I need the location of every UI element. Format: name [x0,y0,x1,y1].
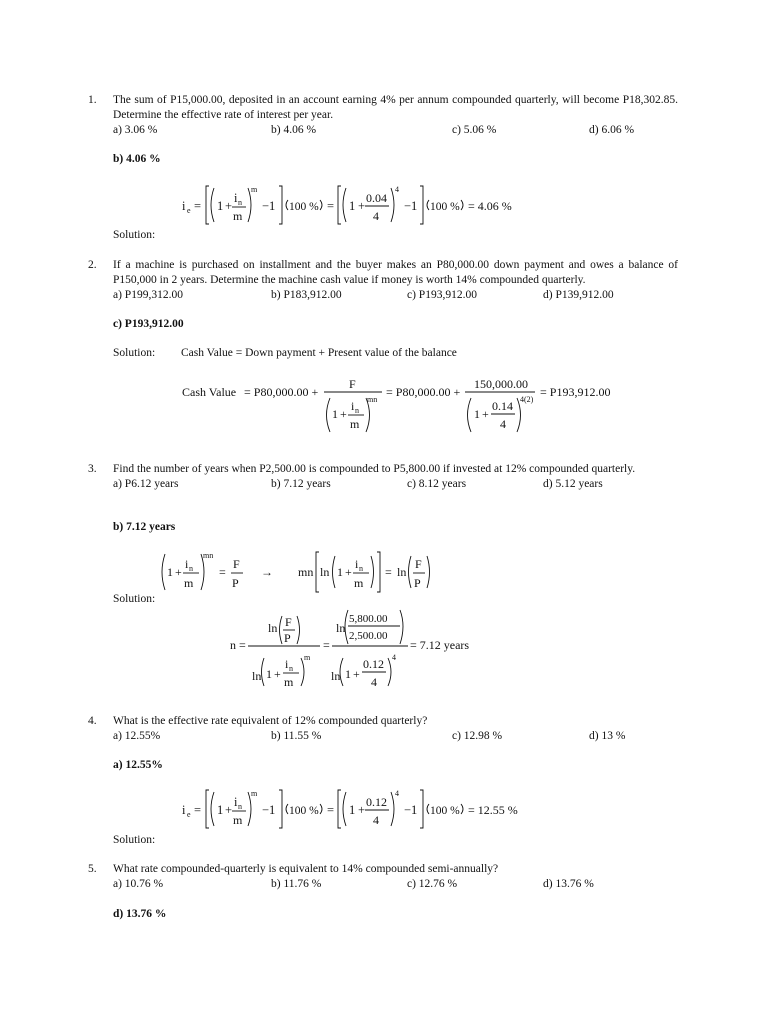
question-number: 3. [88,463,97,475]
question-number: 5. [88,863,97,875]
choice-c: c) P193,912.00 [407,289,477,301]
eq-den: 4 [373,209,379,223]
svg-text:P: P [414,576,421,590]
answer-2: c) P193,912.00 [113,318,184,330]
equation-3b [228,606,478,697]
svg-text:+: + [353,667,360,681]
eq3b-ln-top: ln [268,621,278,635]
eq3b-exp: m [304,653,311,662]
eq4-result: = 12.55 % [468,803,518,817]
eq3b-one: 1 [266,667,272,681]
svg-text:=: = [385,565,392,579]
eq3a-m: m [184,576,194,590]
eq3a-mn: mn [298,565,314,579]
svg-text:=: = [327,803,335,817]
equation-2 [178,370,628,445]
eq3b-m: m [284,675,294,689]
solution-label-4: Solution: [113,834,156,846]
eq2-label: Cash Value [182,385,237,399]
svg-text:ln: ln [336,621,346,635]
choice-b: b) 11.76 % [271,878,322,890]
eq-i-sub: n [238,198,242,207]
eq2-exp: mn [367,395,378,404]
choice-a: a) 10.76 % [113,878,164,890]
question-text: The sum of P15,000.00, deposited in an account earning 4% per annum compounded quarterly, will become P18,302.85. Determine the effective rate of interest per year. [113,94,678,121]
question-2 [88,258,678,303]
choice-c: c) 5.06 % [452,124,497,136]
eq4-lhs-sub: e [187,810,191,819]
eq3a-i-sub: n [189,564,193,573]
question-text: If a machine is purchased on installment and the buyer makes an P80,000.00 down payment and owes a balance of P150,000 in 2 years. Determine the machine cash value if money is worth 14% compounded quarterly. [113,259,678,286]
eq3a-exp: mn [203,551,214,560]
eq2-rate: 0.14 [492,399,513,413]
eq4-exp4: 4 [395,789,399,798]
eq2-exp2: 4(2) [520,395,534,404]
eq3b-num-bot: 2,500.00 [349,630,388,642]
eq4-den: 4 [373,813,379,827]
svg-text:+: + [482,407,489,421]
equation-3b-svg [228,606,478,692]
equation-4 [178,784,528,839]
question-1 [88,93,678,138]
svg-text:−1: −1 [404,803,418,817]
eq3a-P: P [232,576,239,590]
answer-1: b) 4.06 % [113,153,161,165]
eq-lhs-sub: e [187,206,191,215]
choice-b: b) 4.06 % [271,124,317,136]
question-text: What is the effective rate equivalent of 12% compounded quarterly? [113,715,428,727]
eq3b-rate: 0.12 [363,657,384,671]
eq3b-result: = 7.12 years [410,638,470,652]
equation-2-svg [178,370,628,440]
eq2-den: 4 [500,417,506,431]
svg-text:+: + [345,565,352,579]
eq4-num: 0.12 [366,795,387,809]
eq3a-F: F [233,557,240,571]
eq3b-num-top: 5,800.00 [349,613,388,625]
solution-label-3: Solution: [113,593,156,605]
svg-text:ln: ln [252,669,262,683]
eq-exp: m [251,185,258,194]
eq3b-i: i [285,657,289,671]
eq-i: i [234,191,238,205]
eq4-minus: −1 [262,803,276,817]
choice-d: d) 5.12 years [543,478,603,490]
eq2-i: i [351,399,355,413]
eq4-m: m [233,813,243,827]
eq3b-n: n = [230,638,246,652]
choice-a: a) P199,312.00 [113,289,183,301]
choices [113,288,678,303]
eq3b-den: 4 [371,675,377,689]
choice-d: d) 13 % [589,730,626,742]
svg-text:ln: ln [397,565,407,579]
eq2-one: 1 [332,407,338,421]
choice-a: a) 12.55% [113,730,161,742]
solution-label-1: Solution: [113,229,156,241]
eq-one: 1 [217,199,224,213]
svg-text:+: + [340,407,347,421]
solution-label-2: Solution: [113,347,156,359]
eq2-m: m [350,417,360,431]
eq3b-F: F [285,615,292,629]
svg-text:1: 1 [474,407,480,421]
svg-text:1: 1 [345,667,351,681]
choice-b: b) P183,912.00 [271,289,342,301]
svg-text:=: = [219,565,226,579]
svg-text:=: = [327,199,335,213]
choices [113,477,678,492]
question-text: Find the number of years when P2,500.00 is compounded to P5,800.00 if invested at 12% compounded quarterly. [113,463,636,475]
choice-c: c) 8.12 years [407,478,467,490]
eq4-lhs: i [182,803,186,817]
svg-text:F: F [415,557,422,571]
eq4-i: i [234,795,238,809]
svg-text:−1: −1 [404,199,418,213]
svg-text:100 %: 100 % [430,805,460,817]
question-text: What rate compounded-quarterly is equivalent to 14% compounded semi-annually? [113,863,499,875]
svg-text:+: + [358,803,366,817]
svg-text:100 %: 100 % [430,201,460,213]
svg-text:i: i [355,557,359,571]
eq4-exp: m [251,789,258,798]
eq2-i-sub: n [355,406,359,415]
eq2-F: F [349,377,356,391]
answer-3: b) 7.12 years [113,521,176,533]
eq4-hundred: 100 % [289,805,319,817]
eq3a-one: 1 [167,565,173,579]
equation-1-svg [178,180,518,230]
svg-text:1: 1 [349,803,356,817]
choice-b: b) 7.12 years [271,478,331,490]
choices [113,877,678,892]
choice-c: c) 12.76 % [407,878,458,890]
question-3 [88,462,678,492]
question-number: 4. [88,715,97,727]
svg-text:+: + [274,667,281,681]
eq3a-arrow: → [261,565,273,579]
eq2-result: = P193,912.00 [540,385,611,399]
svg-text:+: + [225,803,233,817]
question-5 [88,862,678,892]
svg-text:1: 1 [349,199,356,213]
answer-5: d) 13.76 % [113,908,167,920]
svg-text:+: + [358,199,366,213]
answer-4: a) 12.55% [113,759,163,771]
svg-text:1: 1 [337,565,343,579]
question-number: 2. [88,259,97,271]
eq-lhs: i [182,199,186,213]
eq2-balance: 150,000.00 [474,377,528,391]
choices [113,729,678,744]
svg-text:=: = [323,638,330,652]
eq4-one: 1 [217,803,224,817]
svg-text:+: + [175,565,182,579]
eq2-down: = P80,000.00 + [244,385,319,399]
choice-c: c) 12.98 % [452,730,503,742]
eq3b-exp4: 4 [392,653,396,662]
choice-a: a) P6.12 years [113,478,179,490]
eq3a-ln: ln [320,565,330,579]
eq-minus: −1 [262,199,276,213]
question-number: 1. [88,94,97,106]
eq-m: m [233,209,243,223]
solution-text-2: Cash Value = Down payment + Present value of the balance [181,347,457,359]
choices [113,123,678,138]
equation-4-svg [178,784,528,834]
svg-text:=: = [194,803,202,817]
eq3b-i-sub: n [289,664,293,673]
svg-text:n: n [359,564,363,573]
eq3b-P: P [284,631,291,645]
eq3a-i: i [185,557,189,571]
svg-text:m: m [354,576,364,590]
choice-a: a) 3.06 % [113,124,158,136]
svg-text:ln: ln [331,669,341,683]
eq-num: 0.04 [366,191,387,205]
eq2-eq-down: = P80,000.00 + [386,385,461,399]
choice-d: d) 6.06 % [589,124,635,136]
choice-d: d) 13.76 % [543,878,594,890]
equation-3a-svg [155,548,445,596]
choice-d: d) P139,912.00 [543,289,614,301]
equation-3a [155,548,445,601]
eq-result: = 4.06 % [468,199,512,213]
eq4-i-sub: n [238,802,242,811]
eq-exp4: 4 [395,185,399,194]
svg-text:+: + [225,199,233,213]
equation-1 [178,180,518,235]
eq-hundred: 100 % [289,201,319,213]
choice-b: b) 11.55 % [271,730,322,742]
svg-text:=: = [194,199,202,213]
question-4 [88,714,678,744]
